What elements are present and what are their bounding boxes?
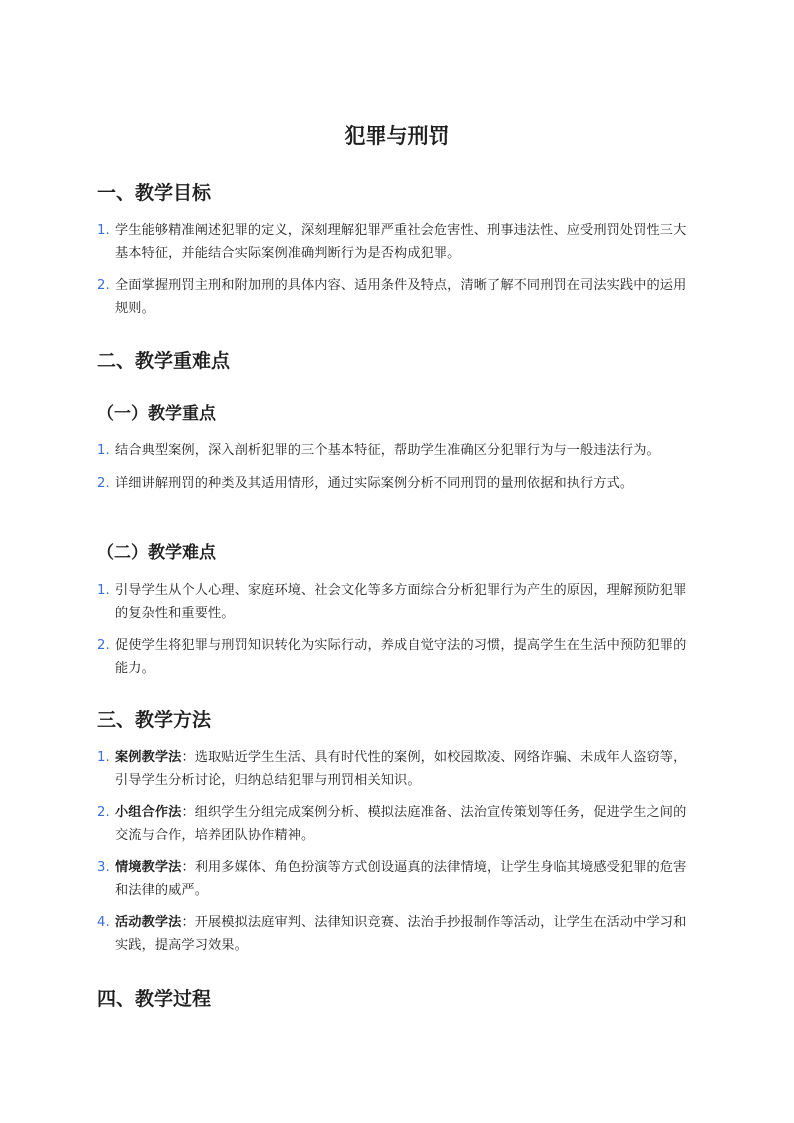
list-number: 4.: [97, 915, 110, 930]
list-item: [97, 580, 697, 625]
list-item: [97, 912, 697, 957]
difficult-points-list: [97, 580, 697, 680]
list-number: 2.: [97, 638, 110, 653]
list-number: 2.: [97, 475, 110, 491]
method-term: 活动教学法: [115, 915, 182, 930]
section-heading-teaching-goals: 一、教学目标: [97, 182, 212, 204]
list-item-text: 全面掌握刑罚主刑和附加刑的具体内容、适用条件及特点，清晰了解不同刑罚在司法实践中的运用规则。: [115, 278, 687, 316]
list-number: 1.: [97, 443, 110, 458]
method-term: 小组合作法: [115, 805, 182, 820]
method-term: 情境教学法: [115, 860, 182, 875]
list-item: [97, 747, 697, 792]
list-item: [97, 473, 697, 496]
teaching-methods-list: [97, 747, 697, 957]
section-heading-key-difficult-points: 二、教学重难点: [97, 350, 231, 372]
list-item-text: ：开展模拟法庭审判、法律知识竞赛、法治手抄报制作等活动，让学生在活动中学习和实践，提高学习效果。: [115, 915, 687, 953]
list-number: 2.: [97, 805, 110, 820]
subsection-heading-key-points: （一）教学重点: [97, 404, 216, 424]
list-number: 1.: [97, 583, 110, 598]
list-number: 1.: [97, 750, 110, 765]
section-heading-teaching-methods: 三、教学方法: [97, 709, 212, 731]
method-term: 案例教学法: [115, 750, 182, 765]
document-title: 犯罪与刑罚: [344, 124, 450, 148]
list-number: 3.: [97, 860, 110, 875]
list-item-text: 详细讲解刑罚的种类及其适用情形，通过实际案例分析不同刑罚的量刑依据和执行方式。: [115, 475, 634, 491]
list-item-text: 引导学生从个人心理、家庭环境、社会文化等多方面综合分析犯罪行为产生的原因，理解预防犯罪的复杂性和重要性。: [115, 583, 687, 621]
list-item-text: 学生能够精准阐述犯罪的定义，深刻理解犯罪严重社会危害性、刑事违法性、应受刑罚处罚性三大基本特征，并能结合实际案例准确判断行为是否构成犯罪。: [115, 223, 687, 261]
list-item-text: ：选取贴近学生生活、具有时代性的案例，如校园欺凌、网络诈骗、未成年人盗窃等，引导学生分析讨论，归纳总结犯罪与刑罚相关知识。: [115, 750, 687, 788]
list-item-text: 促使学生将犯罪与刑罚知识转化为实际行动，养成自觉守法的习惯，提高学生在生活中预防犯罪的能力。: [115, 638, 687, 676]
list-item: [97, 802, 697, 847]
section-heading-teaching-process: 四、教学过程: [97, 988, 212, 1010]
list-item-text: ：利用多媒体、角色扮演等方式创设逼真的法律情境，让学生身临其境感受犯罪的危害和法律的威严。: [115, 860, 687, 898]
teaching-goals-list: [97, 220, 697, 320]
list-item: [97, 857, 697, 902]
list-number: 2.: [97, 278, 110, 293]
list-number: 1.: [97, 223, 110, 238]
list-item-text: 结合典型案例，深入剖析犯罪的三个基本特征，帮助学生准确区分犯罪行为与一般违法行为。: [115, 443, 660, 458]
list-item-text: ：组织学生分组完成案例分析、模拟法庭准备、法治宣传策划等任务，促进学生之间的交流与合作，培养团队协作精神。: [115, 805, 687, 843]
subsection-heading-difficult-points: （二）教学难点: [97, 543, 216, 563]
list-item: [97, 275, 697, 320]
list-item: [97, 635, 697, 680]
list-item: [97, 220, 697, 265]
list-item: [97, 440, 697, 463]
key-points-list: [97, 440, 697, 495]
